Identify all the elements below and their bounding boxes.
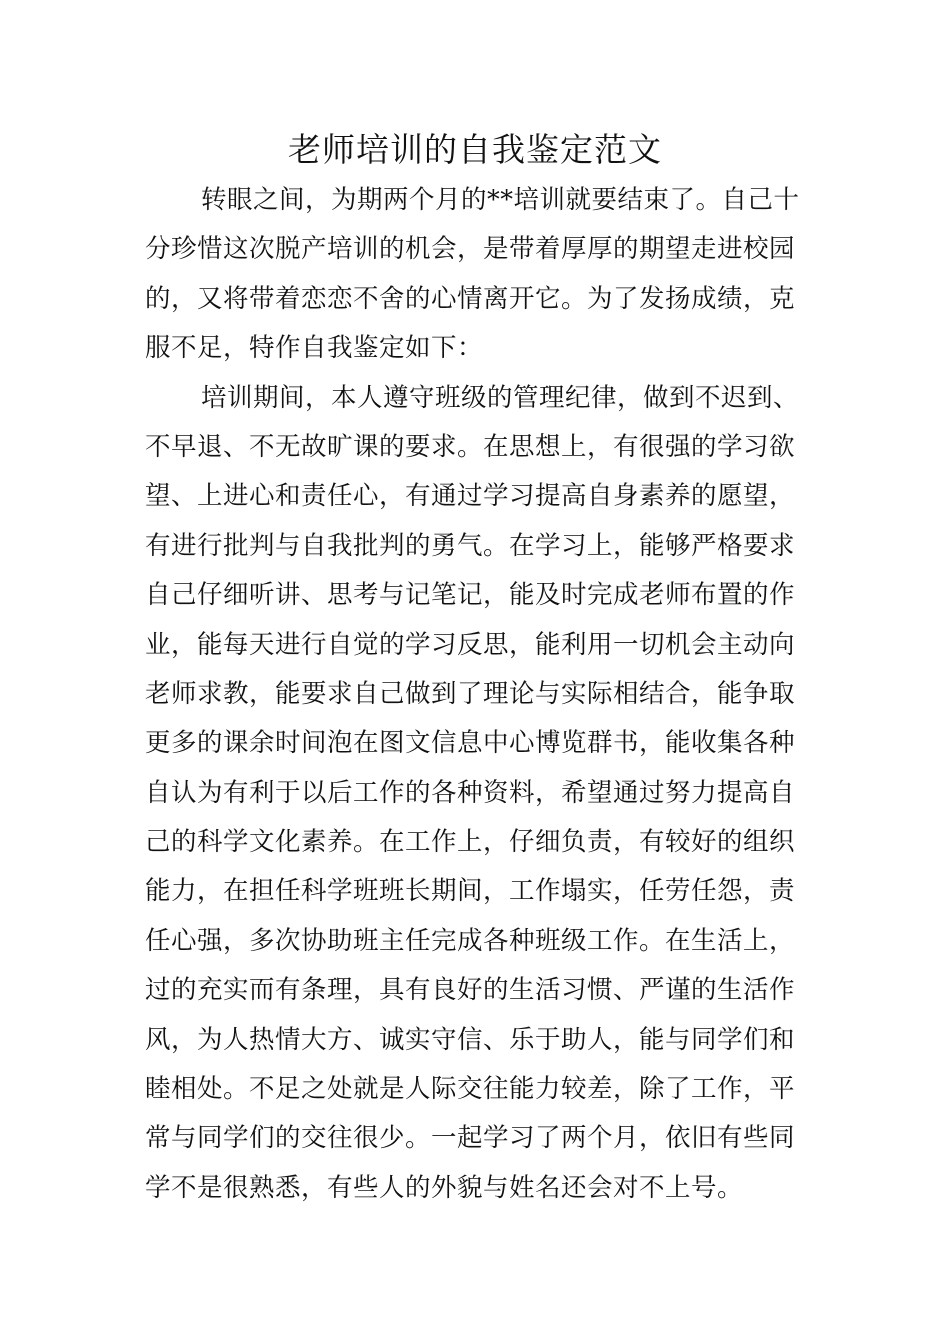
- text-line: 有进行批判与自我批判的勇气。在学习上，能够严格要求: [145, 530, 796, 561]
- text-line: 培训期间，本人遵守班级的管理纪律，做到不迟到、: [201, 382, 800, 413]
- text-line: 常与同学们的交往很少。一起学习了两个月，依旧有些同: [145, 1123, 796, 1154]
- text-line: 服不足，特作自我鉴定如下：: [145, 333, 484, 364]
- text-line: 分珍惜这次脱产培训的机会，是带着厚厚的期望走进校园: [145, 234, 796, 265]
- text-line: 转眼之间，为期两个月的**培训就要结束了。自己十: [201, 185, 800, 215]
- text-line: 自认为有利于以后工作的各种资料，希望通过努力提高自: [145, 777, 796, 808]
- text-line: 己的科学文化素养。在工作上，仔细负责，有较好的组织: [145, 827, 796, 858]
- text-line: 望、上进心和责任心，有通过学习提高自身素养的愿望，: [145, 481, 796, 512]
- text-line: 不早退、不无故旷课的要求。在思想上，有很强的学习欲: [145, 431, 796, 462]
- text-line: 老师求教，能要求自己做到了理论与实际相结合，能争取: [145, 678, 796, 709]
- text-line: 业，能每天进行自觉的学习反思，能利用一切机会主动向: [145, 629, 796, 660]
- text-line: 任心强，多次协助班主任完成各种班级工作。在生活上，: [145, 925, 796, 956]
- document-title: 老师培训的自我鉴定范文: [288, 130, 662, 169]
- paragraph-1: [145, 176, 805, 374]
- text-line: 能力，在担任科学班班长期间，工作塌实，任劳任怨，责: [145, 876, 796, 907]
- paragraph-2: [145, 374, 805, 1214]
- text-line: 风，为人热情大方、诚实守信、乐于助人，能与同学们和: [145, 1024, 796, 1055]
- text-line: 自己仔细听讲、思考与记笔记，能及时完成老师布置的作: [145, 580, 796, 611]
- text-line: 的，又将带着恋恋不舍的心情离开它。为了发扬成绩，克: [145, 283, 796, 314]
- text-line: 学不是很熟悉，有些人的外貌与姓名还会对不上号。: [145, 1172, 744, 1203]
- document-body: [145, 176, 805, 1213]
- text-line: 睦相处。不足之处就是人际交往能力较差，除了工作，平: [145, 1074, 796, 1105]
- text-line: 过的充实而有条理，具有良好的生活习惯、严谨的生活作: [145, 975, 796, 1006]
- text-line: 更多的课余时间泡在图文信息中心博览群书，能收集各种: [145, 728, 796, 759]
